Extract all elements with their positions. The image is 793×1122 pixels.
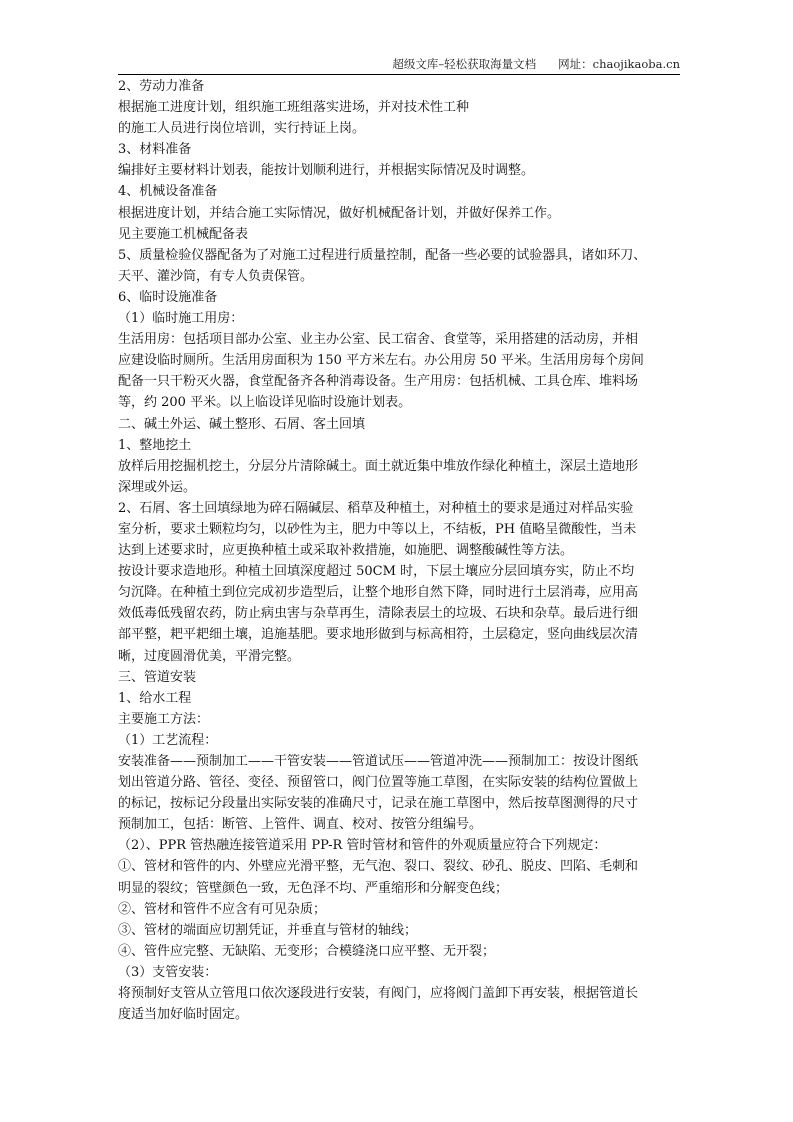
document-line: 匀沉降。在种植土到位完成初步造型后，让整个地形自然下降，同时进行土层消毒，应用高 [118, 585, 639, 601]
document-line: ④、管件应完整、无缺陷、无变形；合模缝浇口应平整、无开裂； [118, 943, 496, 959]
document-line: 天平、灌沙筒，有专人负责保管。 [118, 268, 314, 284]
document-line: ③、管材的端面应切割凭证，并垂直与管材的轴线； [118, 922, 418, 938]
document-line: 达到上述要求时，应更换种植土或采取补救措施，如施肥、调整酸碱性等方法。 [118, 543, 574, 559]
document-line: 室分析，要求土颗粒均匀，以砂性为主，肥力中等以上，不结板，PH 值略呈微酸性，当未 [118, 521, 637, 537]
site-url: 网址：chaojikaoba.cn [558, 57, 680, 71]
document-line: 2、劳动力准备 [118, 79, 205, 94]
document-line: 等，约 200 平米。以上临设详见临时设施计划表。 [118, 395, 412, 411]
document-line: 放样后用挖掘机挖土，分层分片清除碱土。面土就近集中堆放作绿化种植土，深层土造地形 [118, 458, 639, 474]
document-line: 划出管道分路、管径、变径、预留管口，阀门位置等施工草图，在实际安装的结构位置做上 [118, 775, 639, 791]
document-body [118, 76, 680, 1025]
document-line: 明显的裂纹；管壁颜色一致，无色泽不均、严重缩形和分解变色线； [118, 880, 509, 896]
document-line: 配备一只干粉灭火器，食堂配备齐各种消毒设备。生产用房：包括机械、工具仓库、堆料场 [118, 374, 639, 390]
document-line: 应建设临时厕所。生活用房面积为 150 平方米左右。办公用房 50 平米。生活用房每个房间 [118, 353, 644, 369]
document-line: 预制加工，包括：断管、上管件、调直、校对、按管分组编号。 [118, 817, 483, 833]
document-line: 按设计要求造地形。种植土回填深度超过 50CM 时，下层土壤应分层回填夯实，防止不均 [118, 564, 635, 580]
document-line: 6、临时设施准备 [118, 289, 218, 305]
document-line: 见主要施工机械配备表 [118, 226, 249, 242]
document-line: 的施工人员进行岗位培训，实行持证上岗。 [118, 121, 366, 137]
document-line: 效低毒低残留农药，防止病虫害与杂草再生，清除表层土的垃圾、石块和杂草。最后进行细 [118, 606, 639, 622]
document-line: 的标记，按标记分段量出实际安装的准确尺寸，记录在施工草图中，然后按草图测得的尺寸 [118, 796, 639, 812]
document-line: 二、碱土外运、碱土整形、石屑、客土回填 [118, 416, 366, 432]
document-line: 2、石屑、客土回填绿地为碎石隔碱层、稻草及种植土，对种植土的要求是通过对样品实验 [118, 500, 634, 516]
document-line: 深埋或外运。 [118, 479, 197, 495]
document-line: （3）支管安装： [118, 964, 218, 980]
document-line: 安装准备——预制加工——干管安装——管道试压——管道冲洗——预制加工：按设计图纸 [118, 754, 639, 769]
document-line: 1、给水工程 [118, 690, 192, 706]
document-line: 主要施工方法： [118, 711, 210, 727]
document-line: 根据进度计划，并结合施工实际情况，做好机械配备计划，并做好保养工作。 [118, 205, 561, 221]
site-name: 超级文库–轻松获取海量文档 [392, 57, 537, 71]
document-line: （2）、PPR 管热融连接管道采用 PP-R 管时管材和管件的外观质量应符合下列规定： [118, 838, 607, 854]
document-line: 生活用房：包括项目部办公室、业主办公室、民工宿舍、食堂等，采用搭建的活动房，并相 [118, 332, 639, 348]
document-line: 部平整，耙平耙细土壤，追施基肥。要求地形做到与标高相符，土层稳定，竖向曲线层次清 [118, 627, 639, 643]
document-line: 4、机械设备准备 [118, 184, 218, 200]
document-line: 5、质量检验仪器配备为了对施工过程进行质量控制，配备一些必要的试验器具，诸如环刀、 [118, 247, 647, 263]
document-line: 根据施工进度计划，组织施工班组落实进场，并对技术性工种 [118, 100, 470, 116]
document-line: 3、材料准备 [118, 142, 192, 158]
document-line: 编排好主要材料计划表，能按计划顺利进行，并根据实际情况及时调整。 [118, 163, 535, 179]
page-header [118, 56, 680, 75]
document-line: ①、管材和管件的内、外壁应光滑平整，无气泡、裂口、裂纹、砂孔、脱皮、凹陷、毛刺和 [118, 859, 639, 875]
document-line: 度适当加好临时固定。 [118, 1007, 249, 1023]
document-line: （1）工艺流程： [118, 732, 218, 748]
document-line: 三、管道安装 [118, 669, 197, 685]
document-line: ②、管材和管件不应含有可见杂质； [118, 901, 327, 917]
document-line: （1）临时施工用房： [118, 311, 244, 327]
document-line: 1、整地挖土 [118, 437, 192, 453]
document-line: 将预制好支管从立管甩口依次逐段进行安装，有阀门，应将阀门盖卸下再安装，根据管道长 [118, 986, 639, 1002]
document-line: 晰，过度圆滑优美，平滑完整。 [118, 648, 301, 664]
